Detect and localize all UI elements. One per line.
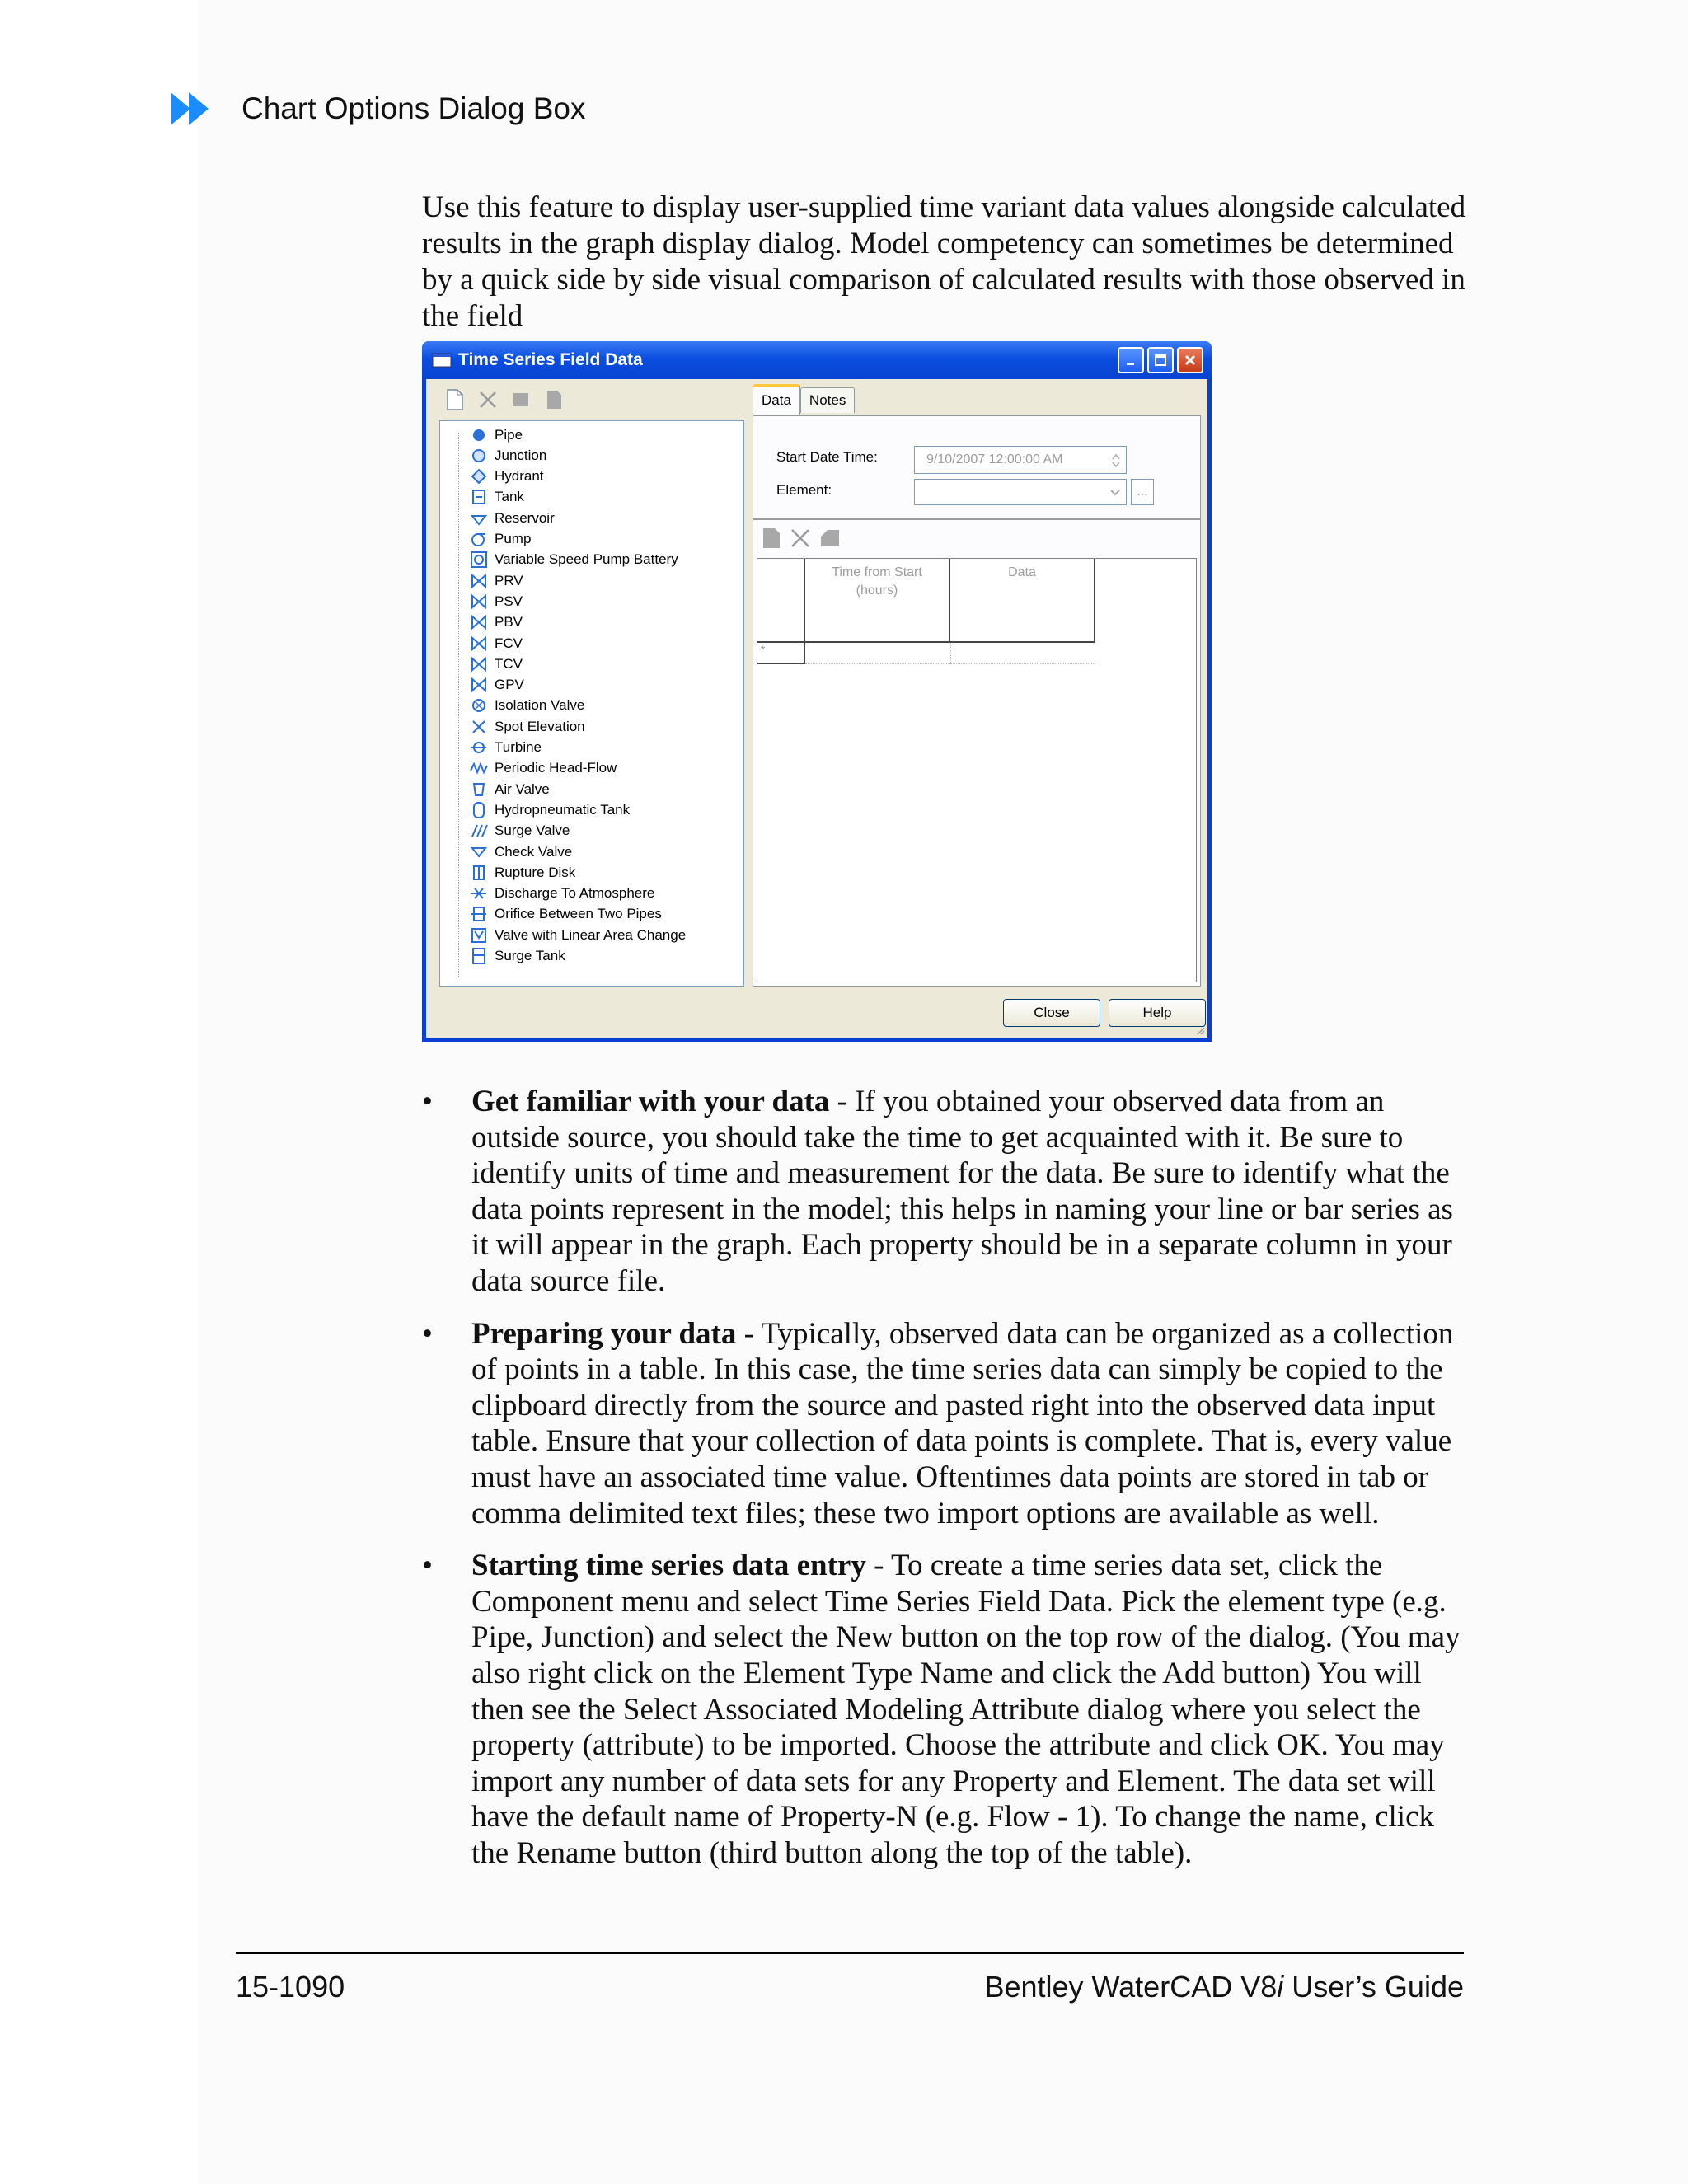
tree-item-label: TCV	[495, 655, 523, 672]
tree-item[interactable]	[470, 424, 523, 445]
tree-item[interactable]	[470, 925, 686, 945]
pipe-icon	[470, 426, 488, 444]
new-button[interactable]	[443, 387, 467, 412]
delete-icon	[478, 390, 498, 410]
tree-item[interactable]	[470, 779, 550, 799]
bullet-title: Get familiar with your data	[471, 1085, 830, 1118]
tree-item[interactable]	[470, 841, 572, 862]
tree-item-label: Check Valve	[495, 843, 573, 860]
air-valve-icon	[470, 780, 488, 799]
close-button[interactable]: Close	[1003, 999, 1100, 1027]
tree-item[interactable]	[470, 570, 523, 591]
tree-item[interactable]	[470, 487, 524, 508]
data-grid[interactable]	[757, 558, 1197, 982]
periodic-head-flow-icon	[470, 759, 488, 777]
guide-title	[984, 1970, 1464, 2004]
bullet-text: - To create a time series data set, click the Component menu and select Time Series Field Data. Pick the element type (e.g. Pipe, Junction) and select the New button on the top row of the dialog. (You may also right click on the Element Type Name and click the Add button) You will then see the Select Associated Modeling Attribute dialog where you select the property (attribute) to be imported. Choose the attribute and click OK. You may import any number of data sets for any Property and Element. The data set will have the default name of Property-N (e.g. Flow - 1). To change the name, click the Rename button (third button along the top of the table).	[471, 1549, 1461, 1870]
double-arrow-icon	[171, 89, 223, 129]
tree-item-label: Air Valve	[495, 780, 550, 797]
tree-item[interactable]	[470, 946, 565, 967]
delete-button[interactable]	[476, 387, 500, 412]
tree-item-label: PSV	[495, 593, 523, 609]
new-row-marker: *	[757, 643, 805, 664]
tree-item-label: Tank	[495, 489, 524, 505]
tab-data[interactable]: Data	[753, 384, 800, 415]
bullet-dot: •	[422, 1549, 433, 1583]
valve-icon	[470, 635, 488, 653]
dialog-title: Time Series Field Data	[458, 350, 643, 369]
grid-toolbar	[762, 527, 841, 550]
valve-icon	[470, 593, 488, 611]
check-valve-icon	[470, 843, 488, 861]
grid-delete-icon[interactable]	[790, 527, 811, 550]
tree-item-label: GPV	[495, 677, 524, 693]
close-icon	[1184, 354, 1197, 367]
isolation-valve-icon	[470, 696, 488, 715]
guide-title-suffix: User’s Guide	[1283, 1970, 1464, 2004]
help-button[interactable]: Help	[1109, 999, 1206, 1027]
tree-item[interactable]	[470, 675, 524, 696]
orifice-icon	[470, 905, 488, 923]
page-number: 15-1090	[236, 1970, 345, 2004]
time-series-field-data-dialog	[422, 341, 1212, 1042]
footer-rule	[236, 1952, 1464, 1954]
grid-rename-icon[interactable]	[819, 527, 841, 550]
page-header	[171, 86, 585, 132]
linear-valve-icon	[470, 926, 488, 944]
tree-item[interactable]	[470, 738, 542, 758]
maximize-icon	[1154, 354, 1167, 367]
minimize-icon	[1124, 354, 1137, 367]
tree-item-label: Rupture Disk	[495, 864, 576, 880]
column-header-time[interactable]	[805, 559, 950, 641]
panel-separator	[753, 518, 1200, 520]
tree-item-label: PRV	[495, 572, 523, 588]
start-date-label: Start Date Time:	[776, 449, 878, 465]
tree-item[interactable]	[470, 654, 523, 674]
tree-item-label: Orifice Between Two Pipes	[495, 906, 662, 922]
tree-item[interactable]	[470, 612, 523, 633]
element-browse-button[interactable]: ...	[1131, 479, 1154, 505]
tree-item[interactable]	[470, 445, 546, 466]
bullet-title: Starting time series data entry	[471, 1549, 866, 1583]
column-header-time-label: Time from Start (hours)	[832, 565, 922, 598]
tree-item[interactable]	[470, 696, 584, 716]
column-header-data[interactable]	[950, 559, 1095, 641]
duplicate-button[interactable]	[542, 387, 566, 412]
intro-paragraph: Use this feature to display user-supplied time variant data values alongside calculated results in the graph display dialog. Model competency can sometimes be determined by a quick side by side visual comparison of calculated results with those observed in the field	[422, 190, 1466, 333]
tree-toolbar	[443, 387, 566, 412]
tree-item-label: Surge Tank	[495, 948, 565, 963]
tree-item-label: Pump	[495, 531, 532, 546]
bullet-text: - If you obtained your observed data from an outside source, you should take the time to get acquainted with it. Be sure to identify units of time and measurement for the data. Be sure to identify what the data points represent in the model; this helps in naming your line or bar series as it will appear in the graph. Each property should be in a separate column in your data source file.	[471, 1085, 1453, 1298]
bullet-text: - Typically, observed data can be organized as a collection of points in a table. In this case, the time series data can simply be copied to the clipboard directly from the source and pasted right into the observed data input table. Ensure that your collection of data points is complete. That is, every value must have an associated time value. Oftentimes data points are stored in tab or comma delimited text files; these two import options are available as well.	[471, 1316, 1454, 1530]
close-window-button[interactable]	[1177, 347, 1203, 373]
bullet-item	[422, 1548, 1473, 1871]
tree-item-label: Pipe	[495, 426, 523, 443]
bullet-list	[422, 1084, 1473, 1887]
element-type-tree[interactable]	[439, 420, 744, 987]
valve-icon	[470, 572, 488, 590]
tree-item-label: Hydropneumatic Tank	[495, 801, 631, 818]
grid-new-icon[interactable]	[762, 527, 781, 550]
valve-icon	[470, 613, 488, 631]
start-date-value: 9/10/2007 12:00:00 AM	[926, 452, 1063, 466]
bullet-dot: •	[422, 1316, 433, 1351]
column-header-data-label: Data	[1008, 565, 1036, 579]
tab-notes[interactable]: Notes	[800, 387, 855, 413]
discharge-icon	[470, 884, 488, 902]
rename-icon	[512, 391, 530, 409]
tree-item[interactable]	[470, 821, 570, 841]
tree-item[interactable]	[470, 862, 575, 883]
tank-icon	[470, 488, 488, 506]
tree-item-label: FCV	[495, 635, 523, 651]
start-date-input[interactable]	[914, 446, 1127, 474]
tree-item-label: Periodic Head-Flow	[495, 760, 617, 776]
pump-icon	[470, 530, 488, 548]
section-title: Chart Options Dialog Box	[241, 91, 586, 125]
tree-item-label: Surge Valve	[495, 823, 570, 839]
tree-item-label: Spot Elevation	[495, 718, 585, 734]
maximize-button[interactable]	[1147, 347, 1174, 373]
element-label: Element:	[776, 482, 832, 498]
row-header-corner	[757, 559, 805, 641]
tree-item[interactable]	[470, 591, 523, 612]
tree-item-label: Junction	[495, 447, 547, 463]
surge-tank-icon	[470, 947, 488, 965]
tree-item[interactable]	[470, 716, 585, 737]
bullet-item	[422, 1084, 1473, 1300]
spinner-icon[interactable]	[1111, 452, 1121, 469]
new-document-icon	[446, 389, 464, 410]
data-tab-panel	[753, 415, 1201, 987]
tree-item[interactable]	[470, 904, 662, 925]
tree-item[interactable]	[470, 883, 654, 904]
rupture-disk-icon	[470, 864, 488, 882]
new-row-divider	[950, 643, 952, 664]
tree-item-label: Valve with Linear Area Change	[495, 926, 687, 943]
guide-title-italic: i	[1277, 1970, 1284, 2004]
tree-item[interactable]	[470, 508, 555, 528]
tree-item-label: Isolation Valve	[495, 697, 585, 714]
tree-item[interactable]	[470, 466, 544, 487]
surge-valve-icon	[470, 822, 488, 840]
tree-item[interactable]	[470, 529, 531, 550]
tree-connector-line	[458, 433, 459, 977]
tree-item-label: Reservoir	[495, 509, 555, 526]
bullet-item	[422, 1316, 1473, 1532]
hydrant-icon	[470, 467, 488, 485]
tree-item[interactable]	[470, 550, 678, 570]
minimize-button[interactable]	[1118, 347, 1144, 373]
guide-title-prefix: Bentley WaterCAD V8	[984, 1970, 1278, 2004]
tree-item-label: PBV	[495, 614, 523, 630]
reservoir-icon	[470, 509, 488, 527]
tree-item-label: Hydrant	[495, 468, 544, 485]
dialog-titlebar	[422, 341, 1212, 379]
turbine-icon	[470, 738, 488, 757]
tree-item-label: Discharge To Atmosphere	[495, 885, 655, 902]
rename-button[interactable]	[509, 387, 533, 412]
spot-elevation-icon	[470, 718, 488, 736]
tree-item[interactable]	[470, 758, 617, 779]
dialog-client-area	[426, 379, 1207, 1038]
resize-grip-icon[interactable]	[1194, 1024, 1206, 1036]
hydropneumatic-tank-icon	[470, 801, 488, 819]
tree-item-label: Variable Speed Pump Battery	[495, 551, 678, 568]
bullet-title: Preparing your data	[471, 1316, 737, 1351]
valve-icon	[470, 655, 488, 673]
window-icon	[432, 352, 452, 368]
tree-item[interactable]	[470, 799, 630, 820]
vspb-icon	[470, 551, 488, 569]
bullet-dot: •	[422, 1085, 433, 1118]
tree-item-label: Turbine	[495, 739, 542, 755]
junction-icon	[470, 447, 488, 465]
tree-item[interactable]	[470, 633, 523, 654]
chevron-down-icon	[1109, 488, 1121, 498]
element-select[interactable]	[914, 479, 1127, 505]
duplicate-icon	[545, 389, 563, 410]
valve-icon	[470, 676, 488, 694]
tab-strip	[753, 387, 855, 415]
